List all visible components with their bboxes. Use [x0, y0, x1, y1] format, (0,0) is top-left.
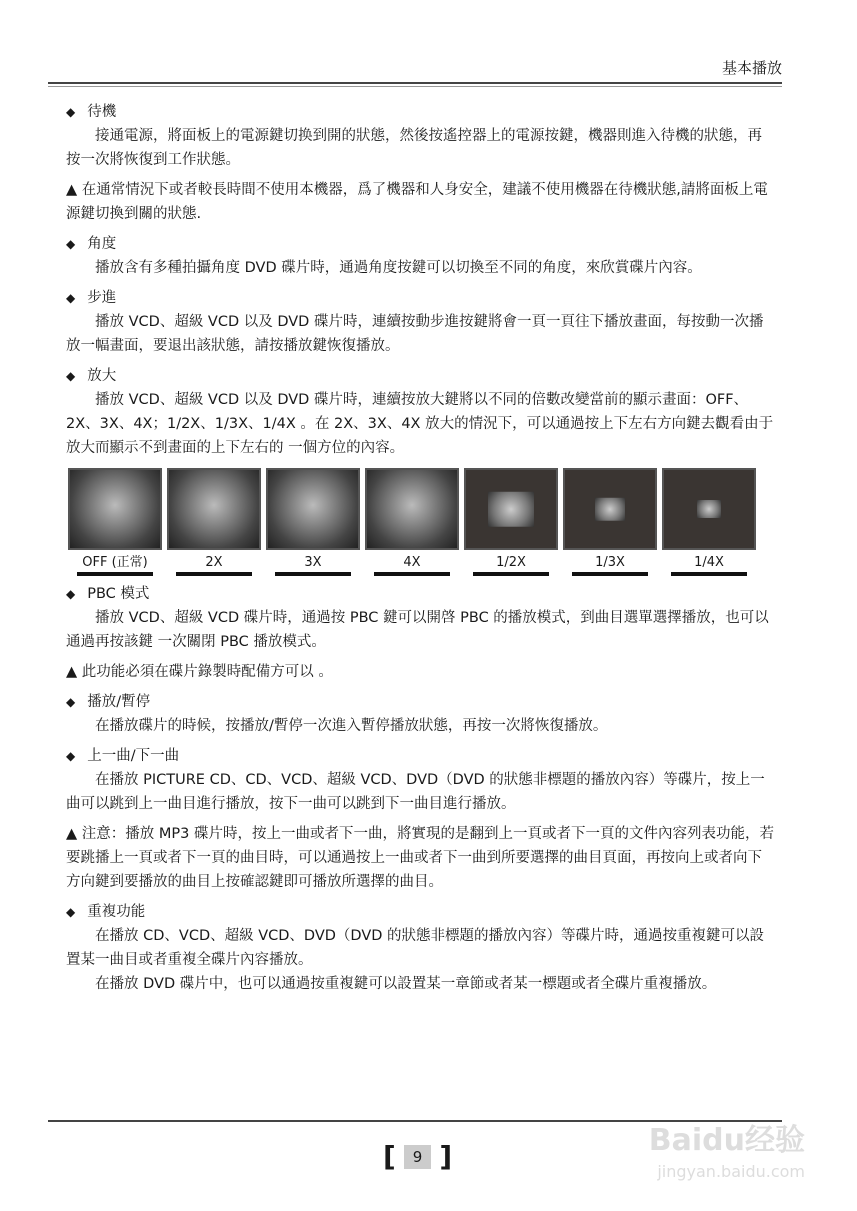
zoom-sample-image	[266, 468, 360, 550]
zoom-thumbnail	[266, 468, 360, 576]
warning-text: 注意：播放 MP3 碟片時，按上一曲或者下一曲，將實現的是翻到上一頁或者下一頁的文件內容列表功能，若要跳播上一頁或者下一頁的曲目時，可以通過按上一曲或者下一曲到所要選擇的曲目頁面，再按向上或者向下方向鍵到要播放的曲目上按確認鍵即可播放所選擇的曲目。	[66, 826, 774, 890]
section-title	[66, 232, 776, 256]
bracket-right: ]	[439, 1140, 453, 1173]
zoom-thumbnails	[68, 468, 776, 576]
section	[66, 286, 776, 358]
content	[66, 100, 776, 1002]
diamond-bullet-icon: ◆	[66, 905, 76, 919]
zoom-label: 1/2X	[473, 554, 549, 576]
section-title-text: 上一曲/下一曲	[87, 748, 180, 764]
paragraph: 在播放碟片的時候，按播放/暫停一次進入暫停播放狀態，再按一次將恢復播放。	[95, 718, 608, 734]
zoom-label: OFF (正常)	[77, 554, 153, 576]
warning-text: 在通常情況下或者較長時間不使用本機器，爲了機器和人身安全，建議不使用機器在待機狀態,請將面板上電源鍵切換到關的狀態.	[66, 182, 768, 222]
page-number	[383, 1140, 452, 1173]
diamond-bullet-icon: ◆	[66, 695, 76, 709]
zoom-label: 3X	[275, 554, 351, 576]
diamond-bullet-icon: ◆	[66, 587, 76, 601]
section-title	[66, 582, 776, 606]
paragraph: 在播放 PICTURE CD、CD、VCD、超級 VCD、DVD（DVD 的狀態非標題的播放內容）等碟片，按上一曲可以跳到上一曲目進行播放，按下一曲可以跳到下一曲目進行播放。	[66, 772, 765, 812]
paragraph: 播放 VCD、超級 VCD 以及 DVD 碟片時，連續按放大鍵將以不同的倍數改變當前的顯示畫面：OFF、2X、3X、4X；1/2X、1/3X、1/4X 。在 2X、3X、4X 放大的情況下，可以通過按上下左右方向鍵去觀看由于放大而顯示不到畫面的上下左右的 一個方位的內容。	[66, 392, 774, 456]
warning-note	[66, 660, 776, 684]
warning-icon: ▲	[66, 826, 82, 842]
section-title	[66, 690, 776, 714]
section-title	[66, 100, 776, 124]
sections-bottom	[66, 582, 776, 996]
paragraph: 接通電源，將面板上的電源鍵切换到開的狀態，然後按遙控器上的電源按鍵，機器則進入待機的狀態，再按一次將恢復到工作狀態。	[66, 128, 762, 168]
scaled-picture	[595, 498, 625, 521]
zoom-sample-image	[68, 468, 162, 550]
section	[66, 232, 776, 280]
diamond-bullet-icon: ◆	[66, 749, 76, 763]
footer-rule	[48, 1120, 782, 1122]
zoom-sample-image	[563, 468, 657, 550]
section-title	[66, 744, 776, 768]
diamond-bullet-icon: ◆	[66, 369, 76, 383]
diamond-bullet-icon: ◆	[66, 291, 76, 305]
paragraph: 播放含有多種拍攝角度 DVD 碟片時，通過角度按鍵可以切換至不同的角度，來欣賞碟片內容。	[95, 260, 702, 276]
zoom-label: 1/3X	[572, 554, 648, 576]
section	[66, 690, 776, 738]
section-title-text: 步進	[87, 290, 117, 306]
section-header: 基本播放	[721, 59, 782, 77]
section	[66, 582, 776, 654]
sections-top	[66, 100, 776, 460]
watermark-logo: Baidu经验	[648, 1123, 805, 1158]
section	[66, 100, 776, 172]
warning-note	[66, 822, 776, 894]
section-title-text: 播放/暫停	[87, 694, 151, 710]
section-title	[66, 364, 776, 388]
diamond-bullet-icon: ◆	[66, 105, 76, 119]
zoom-thumbnail	[464, 468, 558, 576]
diamond-bullet-icon: ◆	[66, 237, 76, 251]
section-title-text: PBC 模式	[87, 586, 150, 602]
zoom-sample-image	[464, 468, 558, 550]
warning-icon: ▲	[66, 182, 82, 198]
zoom-sample-image	[662, 468, 756, 550]
section-title-text: 放大	[87, 368, 117, 384]
section-title-text: 待機	[87, 104, 117, 120]
warning-note	[66, 178, 776, 226]
section	[66, 900, 776, 996]
zoom-thumbnail	[563, 468, 657, 576]
zoom-thumbnail	[365, 468, 459, 576]
paragraph: 播放 VCD、超級 VCD 以及 DVD 碟片時，連續按動步進按鍵將會一頁一頁往下播放畫面，每按動一次播放一幅畫面，要退出該狀態，請按播放鍵恢復播放。	[66, 314, 764, 354]
warning-text: 此功能必須在碟片錄製時配備方可以 。	[81, 664, 333, 680]
warning-icon: ▲	[66, 664, 82, 680]
bracket-left: [	[383, 1140, 396, 1173]
zoom-thumbnail	[68, 468, 162, 576]
section-title-text: 重複功能	[87, 904, 146, 920]
zoom-label: 1/4X	[671, 554, 747, 576]
section-title	[66, 286, 776, 310]
paragraph: 在播放 CD、VCD、超級 VCD、DVD（DVD 的狀態非標題的播放內容）等碟片時，通過按重複鍵可以設置某一曲目或者重複全碟片內容播放。	[66, 928, 765, 968]
zoom-label: 4X	[374, 554, 450, 576]
zoom-sample-image	[167, 468, 261, 550]
section	[66, 744, 776, 816]
zoom-label: 2X	[176, 554, 252, 576]
paragraph: 在播放 DVD 碟片中，也可以通過按重複鍵可以設置某一章節或者某一標題或者全碟片重複播放。	[95, 976, 717, 992]
zoom-thumbnail	[662, 468, 756, 576]
section	[66, 364, 776, 460]
watermark-url: jingyan.baidu.com	[657, 1162, 805, 1181]
zoom-thumbnail	[167, 468, 261, 576]
scaled-picture	[488, 492, 534, 527]
zoom-sample-image	[365, 468, 459, 550]
scaled-picture	[697, 500, 721, 518]
page-number-value: 9	[404, 1145, 432, 1169]
section-title-text: 角度	[87, 236, 117, 252]
paragraph: 播放 VCD、超級 VCD 碟片時，通過按 PBC 鍵可以開啓 PBC 的播放模式，到曲目選單選擇播放，也可以通過再按該鍵 一次關閉 PBC 播放模式。	[66, 610, 769, 650]
header-rule	[48, 82, 782, 87]
section-title	[66, 900, 776, 924]
